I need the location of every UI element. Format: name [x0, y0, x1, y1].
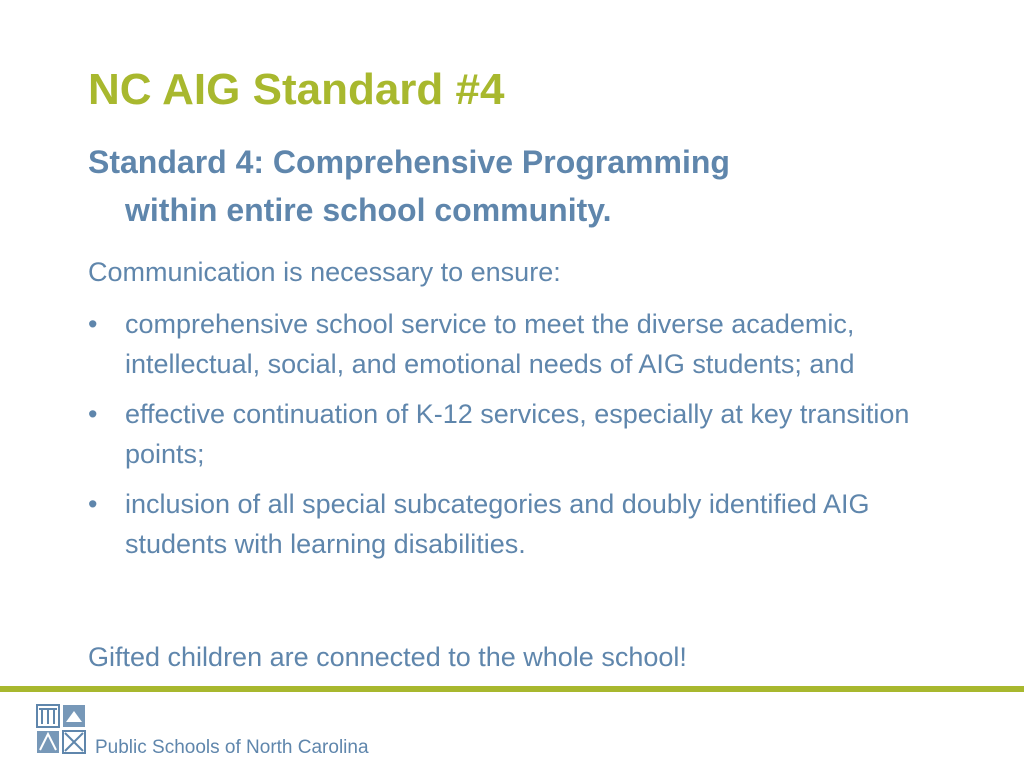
slide-title: NC AIG Standard #4 — [88, 65, 505, 114]
subtitle-line-2: within entire school community. — [125, 192, 612, 228]
bullet-marker: • — [88, 399, 98, 429]
organization-name: Public Schools of North Carolina — [95, 737, 369, 758]
bullet-item — [88, 484, 958, 564]
state-seal-icon — [34, 702, 88, 758]
footer-divider — [0, 686, 1024, 692]
subtitle-line-1: Standard 4: Comprehensive Programming — [88, 144, 730, 180]
bullet-list — [88, 304, 958, 574]
bullet-text: effective continuation of K-12 services, especially at key transition points; — [125, 399, 910, 469]
bullet-marker: • — [88, 489, 98, 519]
closing-text: Gifted children are connected to the whole school! — [88, 642, 687, 672]
bullet-text: inclusion of all special subcategories and doubly identified AIG students with learning disabilities. — [125, 489, 870, 559]
bullet-item — [88, 394, 958, 474]
intro-text: Communication is necessary to ensure: — [88, 257, 561, 287]
bullet-marker: • — [88, 309, 98, 339]
bullet-item — [88, 304, 958, 384]
slide-subtitle — [88, 138, 968, 234]
bullet-text: comprehensive school service to meet the diverse academic, intellectual, social, and emotional needs of AIG students; and — [125, 309, 855, 379]
